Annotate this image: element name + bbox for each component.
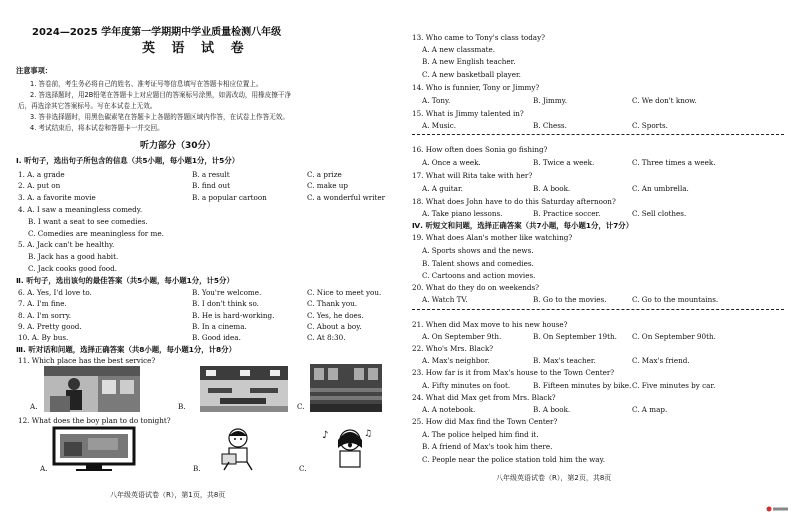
q24-question: 24. What did Max get from Mrs. Black? — [412, 393, 556, 402]
q20-option-a: A. Watch TV. — [422, 295, 468, 304]
q13-question: 13. Who came to Tony's class today? — [412, 33, 545, 42]
exam-title-line: 2024—2025 学年度第一学期期中学业质量检测八年级 — [32, 27, 282, 38]
q22-option-c: C. Max's friend. — [632, 356, 690, 365]
q12-picture-c-singing-girl — [320, 424, 380, 472]
q5-option-a: 5. A. Jack can't be healthy. — [18, 240, 115, 249]
page-2-footer: 八年级英语试卷（R），第2页，共8页 — [496, 474, 612, 482]
q8-option-b: B. He is hard-working. — [192, 311, 275, 320]
q15-option-c: C. Sports. — [632, 121, 668, 130]
section-4-heading: Ⅳ. 听短文和问题，选择正确答案（共7小题，每小题1分，计7分） — [412, 221, 634, 230]
listening-heading: 听力部分（30分） — [140, 141, 216, 151]
q11-picture-a — [44, 366, 140, 412]
svg-text:♫: ♫ — [364, 429, 373, 439]
divider — [412, 309, 784, 310]
q9-option-b: B. In a cinema. — [192, 322, 247, 331]
q11-option-c: C. — [297, 402, 305, 411]
q9-option-c: C. About a boy. — [307, 322, 362, 331]
q12-option-a: A. — [40, 464, 48, 473]
q12-picture-b-reading-boy — [216, 426, 260, 472]
q1-option-b: B. a result — [192, 170, 230, 179]
q14-option-a: A. Tony. — [422, 96, 451, 105]
q15-question: 15. What is Jimmy talented in? — [412, 109, 524, 118]
q22-option-b: B. Max's teacher. — [533, 356, 596, 365]
q15-option-b: B. Chess. — [533, 121, 567, 130]
q20-option-b: B. Go to the movies. — [533, 295, 607, 304]
notice-item: 3. 答非选择题时，用黑色碳素笔在答题卡上各题的答题区域内作答，在试卷上作答无效。 — [30, 113, 289, 121]
q21-option-a: A. On September 9th. — [422, 332, 502, 341]
exam-page-2 — [400, 0, 794, 516]
watermark-logo-icon — [766, 505, 790, 513]
section-1-heading: Ⅰ. 听句子，选出句子所包含的信息（共5小题，每小题1分，计5分） — [16, 156, 240, 165]
notice-item: 4. 考试结束后，将本试卷和答题卡一并交回。 — [30, 124, 164, 132]
q23-option-c: C. Five minutes by car. — [632, 381, 716, 390]
q10-option-a: 10. A. By bus. — [18, 333, 69, 342]
q25-question: 25. How did Max find the Town Center? — [412, 417, 558, 426]
q18-option-b: B. Practice soccer. — [533, 209, 601, 218]
q14-option-c: C. We don't know. — [632, 96, 697, 105]
q3-option-b: B. a popular cartoon — [192, 193, 267, 202]
q10-option-c: C. At 8:30. — [307, 333, 346, 342]
q24-option-b: B. A book. — [533, 405, 571, 414]
q12-option-b: B. — [193, 464, 201, 473]
section-3-heading: Ⅲ. 听对话和问题，选择正确答案（共8小题，每小题1分，计8分） — [16, 345, 236, 354]
q15-option-a: A. Music. — [422, 121, 457, 130]
q6-option-c: C. Nice to meet you. — [307, 288, 382, 297]
q5-option-b: B. Jack has a good habit. — [28, 252, 119, 261]
q11-picture-b — [200, 366, 288, 412]
q8-option-a: 8. A. I'm sorry. — [18, 311, 72, 320]
notice-heading: 注意事项： — [16, 66, 52, 75]
q23-option-a: A. Fifty minutes on foot. — [422, 381, 511, 390]
q1-option-c: C. a prize — [307, 170, 342, 179]
q17-option-c: C. An umbrella. — [632, 184, 689, 193]
q13-option-a: A. A new classmate. — [422, 45, 496, 54]
q2-option-a: 2. A. put on — [18, 181, 61, 190]
q3-option-c: C. a wonderful writer — [307, 193, 386, 202]
q11-picture-c — [310, 364, 382, 412]
q7-option-b: B. I don't think so. — [192, 299, 259, 308]
q14-option-b: B. Jimmy. — [533, 96, 568, 105]
section-2-heading: Ⅱ. 听句子，选出该句的最佳答案（共5小题，每小题1分，计5分） — [16, 276, 234, 285]
q9-option-a: 9. A. Pretty good. — [18, 322, 82, 331]
q18-option-c: C. Sell clothes. — [632, 209, 687, 218]
q17-question: 17. What will Rita take with her? — [412, 171, 533, 180]
q2-option-c: C. make up — [307, 181, 349, 190]
q12-picture-a-tv — [52, 426, 136, 472]
q23-question: 23. How far is it from Max's house to the Town Center? — [412, 368, 615, 377]
q1-option-a: 1. A. a grade — [18, 170, 65, 179]
page-1-footer: 八年级英语试卷（R），第1页，共8页 — [110, 491, 226, 499]
q18-question: 18. What does John have to do this Saturday afternoon? — [412, 197, 616, 206]
q25-option-a: A. The police helped him find it. — [422, 430, 539, 439]
notice-item: 后，再选涂其它答案标号。写在本试卷上无效。 — [18, 102, 157, 110]
q11-option-a: A. — [30, 402, 38, 411]
q21-option-b: B. On September 19th. — [533, 332, 617, 341]
q16-option-a: A. Once a week. — [422, 158, 481, 167]
q7-option-c: C. Thank you. — [307, 299, 358, 308]
notice-item: 1. 答卷前，考生务必将自己的姓名、准考证号等信息填写在答题卡相应位置上。 — [30, 80, 263, 88]
q6-option-b: B. You're welcome. — [192, 288, 262, 297]
q25-option-c: C. People near the police station told him the way. — [422, 455, 605, 464]
q12-option-c: C. — [299, 464, 307, 473]
q19-option-b: B. Talent shows and comedies. — [422, 259, 534, 268]
q20-option-c: C. Go to the mountains. — [632, 295, 719, 304]
store-clerk-image — [44, 366, 140, 412]
q22-option-a: A. Max's neighbor. — [422, 356, 490, 365]
q14-question: 14. Who is funnier, Tony or Jimmy? — [412, 83, 540, 92]
cinema-hall-image — [310, 364, 382, 412]
q18-option-a: A. Take piano lessons. — [422, 209, 503, 218]
q11-option-b: B. — [178, 402, 186, 411]
q12-question: 12. What does the boy plan to do tonight? — [18, 416, 171, 425]
q4-option-b: B. I want a seat to see comedies. — [28, 217, 148, 226]
q6-option-a: 6. A. Yes, I'd love to. — [18, 288, 92, 297]
q16-option-c: C. Three times a week. — [632, 158, 716, 167]
q19-option-c: C. Cartoons and action movies. — [422, 271, 536, 280]
svg-text:♪: ♪ — [322, 430, 329, 441]
subject-title: 英 语 试 卷 — [142, 41, 250, 56]
q22-question: 22. Who's Mrs. Black? — [412, 344, 494, 353]
divider — [412, 134, 784, 135]
q7-option-a: 7. A. I'm fine. — [18, 299, 67, 308]
q19-question: 19. What does Alan's mother like watching? — [412, 233, 573, 242]
q24-option-a: A. A notebook. — [422, 405, 476, 414]
q19-option-a: A. Sports shows and the news. — [422, 246, 534, 255]
q16-question: 16. How often does Sonia go fishing? — [412, 145, 548, 154]
q17-option-b: B. A book. — [533, 184, 571, 193]
q20-question: 20. What do they do on weekends? — [412, 283, 540, 292]
q3-option-a: 3. A. a favorite movie — [18, 193, 96, 202]
q2-option-b: B. find out — [192, 181, 231, 190]
q10-option-b: B. Good idea. — [192, 333, 241, 342]
q8-option-c: C. Yes, he does. — [307, 311, 364, 320]
notice-item: 2. 答选择题时，用2B铅笔在答题卡上对应题目的答案标号涂黑，如需改动，用橡皮擦干净 — [30, 91, 292, 99]
q11-question: 11. Which place has the best service? — [18, 356, 156, 365]
q21-option-c: C. On September 90th. — [632, 332, 716, 341]
q23-option-b: B. Fifteen minutes by bike. — [533, 381, 632, 390]
q13-option-b: B. A new English teacher. — [422, 57, 516, 66]
restaurant-image — [200, 366, 288, 412]
q21-question: 21. When did Max move to his new house? — [412, 320, 568, 329]
q4-option-a: 4. A. I saw a meaningless comedy. — [18, 205, 143, 214]
q4-option-c: C. Comedies are meaningless for me. — [28, 229, 164, 238]
q13-option-c: C. A new basketball player. — [422, 70, 521, 79]
q25-option-b: B. A friend of Max's took him there. — [422, 442, 553, 451]
q16-option-b: B. Twice a week. — [533, 158, 595, 167]
q17-option-a: A. A guitar. — [422, 184, 463, 193]
q5-option-c: C. Jack cooks good food. — [28, 264, 117, 273]
q24-option-c: C. A map. — [632, 405, 668, 414]
